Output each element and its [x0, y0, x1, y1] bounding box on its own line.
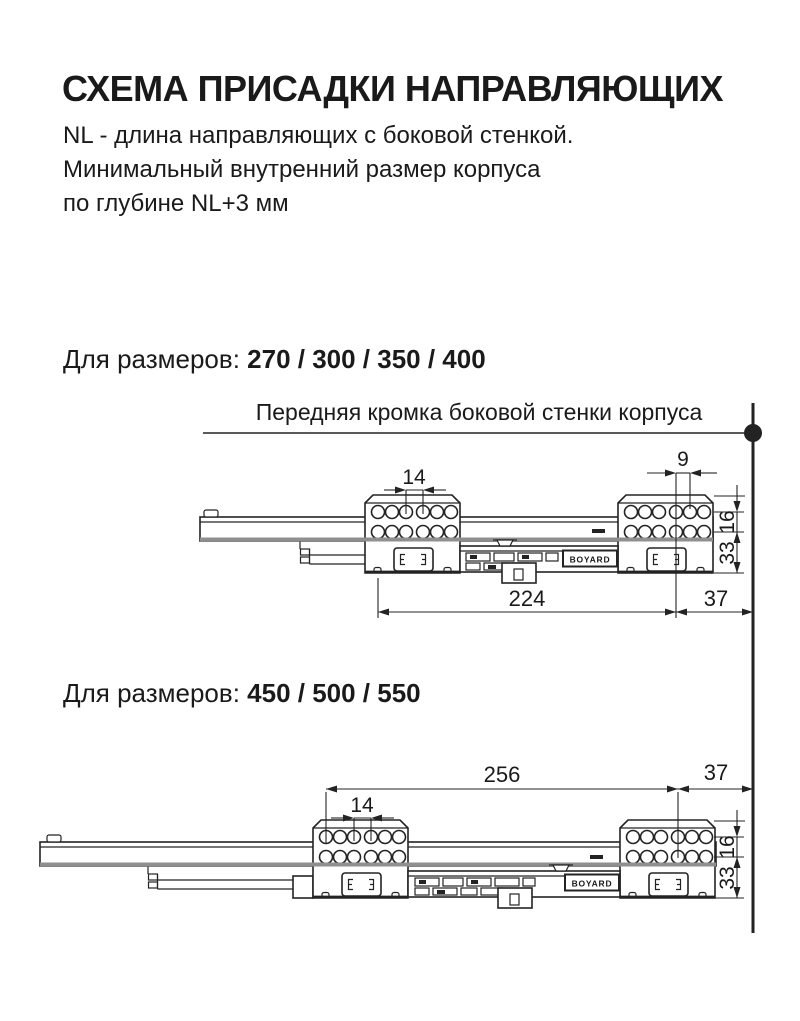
- latch-hook: [553, 865, 569, 871]
- sizes-label: Для размеров:: [63, 678, 240, 708]
- front-edge-label: Передняя кромка боковой стенки корпуса: [255, 399, 703, 425]
- rail-gray-band: [40, 863, 716, 867]
- front-bracket: [313, 820, 408, 898]
- page-title: СХЕМА ПРИСАДКИ НАПРАВЛЯЮЩИХ: [62, 68, 724, 109]
- front-bracket: [365, 495, 460, 573]
- rail-slot-mark: [590, 855, 603, 859]
- dim-label-offset: 37: [703, 586, 729, 611]
- dim-vertical-group: [714, 810, 745, 898]
- dim-vertical-group: [714, 485, 745, 573]
- sizes-label: Для размеров:: [63, 344, 240, 374]
- latch-hook: [497, 540, 513, 546]
- rail-gray-band: [200, 538, 713, 542]
- dim-label-pitch-right: 9: [677, 448, 689, 471]
- dim-label-pitch-left: 14: [402, 466, 426, 489]
- brand-label: [565, 875, 619, 891]
- dim-label-bottom: 33: [716, 541, 739, 565]
- dim-label-length: 224: [508, 586, 546, 611]
- brand-label: [563, 551, 617, 567]
- rail-slot-mark: [592, 529, 605, 533]
- description-line: по глубине NL+3 мм: [63, 190, 289, 217]
- rear-bracket: [620, 820, 715, 898]
- slide-drawing-small-sizes: [200, 448, 753, 618]
- rear-bracket: [618, 495, 713, 573]
- dim-label-row-gap: 16: [716, 835, 739, 859]
- reference-dot: [744, 424, 762, 442]
- lower-rail: [300, 541, 365, 564]
- rail-tab: [47, 835, 61, 842]
- rail-tab: [204, 510, 218, 517]
- brand-text: BOYARD: [569, 554, 611, 565]
- rail-end-connector: [293, 876, 313, 898]
- dim-horizontal-group: [378, 578, 753, 618]
- dim-label-length: 256: [483, 762, 521, 787]
- dim-label-pitch-left: 14: [350, 794, 374, 817]
- lower-rail: [148, 866, 313, 898]
- dim-label-row-gap: 16: [716, 510, 739, 534]
- dim-label-bottom: 33: [716, 866, 739, 890]
- dim-label-offset: 37: [703, 760, 729, 785]
- brand-text: BOYARD: [571, 878, 613, 889]
- description-line: NL - длина направляющих с боковой стенкой.: [63, 122, 574, 149]
- slide-drawing-large-sizes: [40, 760, 753, 908]
- description-line: Минимальный внутренний размер корпуса: [63, 156, 541, 183]
- sizes-values: 450 / 500 / 550: [247, 678, 421, 708]
- sizes-values: 270 / 300 / 350 / 400: [247, 344, 486, 374]
